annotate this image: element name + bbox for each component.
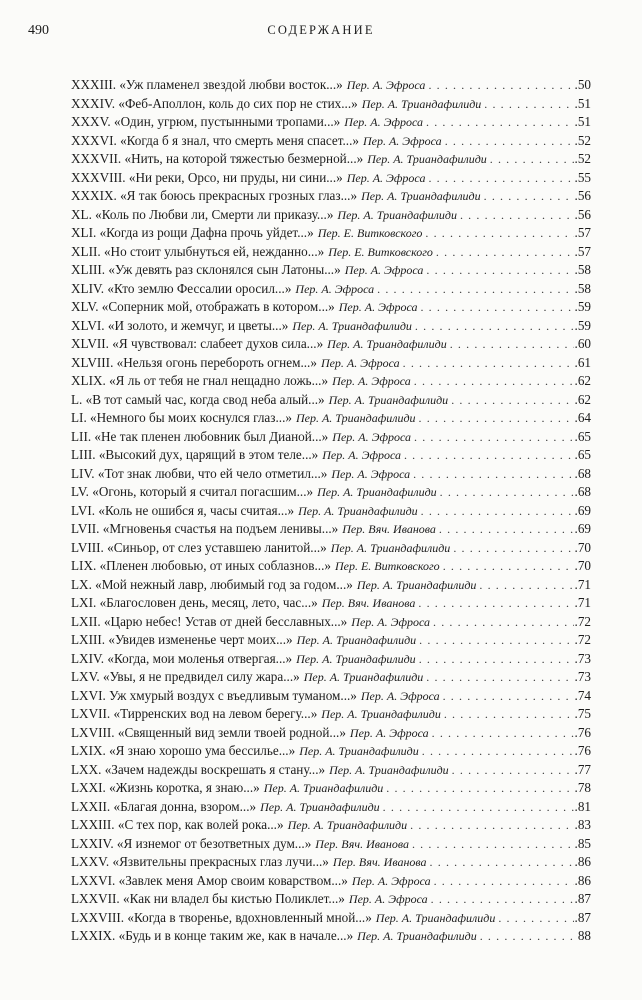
toc-entry — [71, 890, 591, 909]
toc-entry-title: LXXII. «Благая донна, взором...» — [71, 798, 257, 814]
toc-entry — [71, 576, 591, 595]
toc-entry-page: .51 — [574, 95, 591, 111]
toc-entry-title: LI. «Немного бы моих коснулся глаз...» — [71, 410, 292, 425]
dot-leader — [428, 76, 573, 95]
toc-entry-page: .71 — [574, 576, 591, 592]
toc-entry-title: LIII. «Высокий дух, царящий в этом теле...» — [71, 447, 319, 462]
toc-entry-page: .52 — [574, 132, 591, 148]
toc-entry-page: .55 — [574, 169, 591, 185]
toc-entry — [71, 631, 591, 650]
toc-entry-translator: Пер. А. Триандафилиди — [296, 633, 417, 647]
toc-entry-translator: Пер. А. Эфроса — [362, 133, 442, 148]
toc-entry-page: .64 — [574, 410, 591, 425]
toc-entry-page: .58 — [574, 262, 591, 277]
toc-entry-page: .65 — [574, 447, 591, 462]
dot-leader — [419, 650, 574, 669]
dot-leader — [386, 779, 573, 798]
toc-entry-translator: Пер. А. Триандафилиди — [299, 744, 419, 758]
toc-entry — [71, 853, 591, 872]
toc-entry-translator: Пер. Вяч. Иванова — [321, 596, 416, 610]
toc-entry-title: LXVI. Уж хмурый воздух с въедливым туманом...» — [71, 687, 357, 703]
toc-entry-title: XXXVIII. «Ни реки, Орсо, ни пруды, ни сини...» — [71, 169, 343, 185]
toc-entry-translator: Пер. А. Триандафилиди — [356, 577, 477, 592]
toc-entry-page: .65 — [574, 428, 591, 444]
toc-entry-page: .51 — [574, 114, 591, 129]
toc-entry-page: .58 — [574, 280, 591, 296]
toc-entry-translator: Пер. Е. Витковского — [328, 244, 433, 259]
toc-entry-translator: Пер. А. Эфроса — [295, 281, 375, 296]
dot-leader — [432, 724, 574, 743]
dot-leader — [479, 576, 573, 595]
toc-entry-title: LIV. «Тот знак любви, что ей чело отметил...» — [71, 465, 328, 481]
dot-leader — [452, 761, 574, 780]
toc-entry — [71, 557, 591, 576]
toc-entry-translator: Пер. А. Триандафилиди — [287, 818, 408, 832]
toc-entry-page: .75 — [574, 706, 591, 721]
toc-entry-page: .56 — [574, 206, 591, 222]
toc-entry-page: .70 — [574, 558, 591, 573]
toc-entry-translator: Пер. А. Эфроса — [320, 355, 400, 370]
toc-entry-title: LXII. «Царю небес! Устав от дней бесславных...» — [71, 613, 348, 629]
dot-leader — [436, 243, 574, 262]
toc-entry-title: XXXIV. «Феб-Аполлон, коль до сих пор не стих...» — [71, 95, 358, 111]
dot-leader — [404, 446, 574, 465]
toc-entry-title: XLVI. «И золото, и жемчуг, и цветы...» — [71, 317, 289, 333]
toc-entry-title: LXVIII. «Священный вид земли твоей родной...» — [71, 724, 346, 740]
toc-entry — [71, 95, 591, 114]
toc-entry-title: LXX. «Зачем надежды воскрешать я стану...» — [71, 761, 326, 777]
toc-entry-title: LXXVII. «Как ни владел бы кистью Поликлет...» — [71, 891, 345, 906]
dot-leader — [498, 909, 573, 928]
toc-entry — [71, 520, 591, 539]
toc-entry-title: LII. «Не так пленен любовник был Дианой...» — [71, 428, 329, 444]
toc-entry-translator: Пер. А. Эфроса — [360, 688, 440, 703]
toc-entry-page: .56 — [574, 188, 591, 203]
dot-leader — [445, 132, 574, 151]
dot-leader — [377, 280, 573, 299]
toc-entry-translator: Пер. А. Триандафилиди — [292, 318, 412, 333]
toc-entry-translator: Пер. А. Эфроса — [331, 466, 411, 481]
dot-leader — [450, 335, 574, 354]
toc-entry-title: LIX. «Пленен любовью, от иных соблазнов...» — [71, 558, 331, 573]
toc-entry — [71, 132, 591, 151]
toc-entry-title: XLI. «Когда из рощи Дафна прочь уйдет...» — [71, 225, 314, 240]
toc-entry-page: .74 — [574, 687, 591, 703]
toc-entry-title: LXV. «Увы, я не предвидел силу жара...» — [71, 669, 300, 684]
toc-entry-title: LV. «Огонь, который я считал погасшим...» — [71, 484, 314, 499]
toc-entry-translator: Пер. А. Триандафилиди — [296, 651, 416, 666]
toc-entry-translator: Пер. Е. Витковского — [334, 559, 440, 573]
toc-entry-page: .69 — [574, 521, 591, 536]
toc-entry-translator: Пер. А. Эфроса — [351, 614, 430, 629]
dot-leader — [439, 520, 574, 539]
dot-leader — [403, 354, 574, 373]
toc-entry-page: .62 — [574, 391, 591, 407]
toc-entry-page: .73 — [574, 650, 591, 666]
dot-leader — [421, 502, 574, 521]
dot-leader — [426, 261, 573, 280]
toc-entry-page: .73 — [574, 669, 591, 684]
toc-entry-translator: Пер. А. Триандафилиди — [357, 929, 477, 943]
toc-entry — [71, 391, 591, 410]
toc-entry-page: .86 — [574, 872, 591, 888]
dot-leader — [451, 391, 573, 410]
toc-entry-title: LXI. «Благословен день, месяц, лето, час...» — [71, 595, 318, 610]
dot-leader — [419, 409, 574, 428]
toc-entry-translator: Пер. А. Триандафилиди — [329, 762, 449, 777]
toc-entry — [71, 372, 591, 391]
toc-entry — [71, 409, 591, 428]
toc-entry-translator: Пер. А. Триандафилиди — [263, 781, 384, 795]
toc-entry — [71, 243, 591, 262]
toc-entry — [71, 687, 591, 706]
toc-entry — [71, 261, 591, 280]
toc-entry-translator: Пер. А. Триандафилиди — [337, 207, 457, 222]
dot-leader — [460, 206, 574, 225]
dot-leader — [412, 835, 574, 854]
toc-entry — [71, 354, 591, 373]
toc-entry-translator: Пер. А. Эфроса — [351, 873, 431, 888]
dot-leader — [413, 465, 573, 484]
dot-leader — [430, 853, 574, 872]
toc-entry-page: .68 — [574, 465, 591, 481]
toc-entry-title: LXXIII. «С тех пор, как волей рока...» — [71, 817, 284, 832]
dot-leader — [428, 169, 573, 188]
toc-entry-title: LXIII. «Увидев измененье черт моих...» — [71, 632, 293, 647]
page-number: 490 — [28, 23, 49, 38]
toc-entry-page: .81 — [574, 798, 591, 814]
toc-entry — [71, 150, 591, 169]
dot-leader — [415, 317, 574, 336]
toc-entry-page: .70 — [574, 539, 591, 555]
toc-entry-translator: Пер. А. Эфроса — [338, 300, 418, 314]
toc-entry — [71, 927, 591, 946]
toc-entry-title: LXIX. «Я знаю хорошо ума бессилье...» — [71, 743, 296, 758]
toc-entry — [71, 668, 591, 687]
toc-entry-page: .71 — [574, 595, 591, 610]
toc-entry-page: .69 — [574, 502, 591, 518]
dot-leader — [444, 705, 574, 724]
toc-entry — [71, 872, 591, 891]
toc-entry-page: .59 — [574, 317, 591, 333]
toc-entry-title: XLIII. «Уж девять раз склонялся сын Латоны...» — [71, 262, 341, 277]
toc-entry-translator: Пер. А. Эфроса — [332, 429, 411, 444]
toc-entry-page: .83 — [574, 817, 591, 832]
toc-entry — [71, 594, 591, 613]
toc-entry-page: .61 — [574, 354, 591, 370]
toc-entry — [71, 835, 591, 854]
toc-entry-title: LXXIV. «Я изнемог от безответных дум...» — [71, 835, 312, 851]
toc-entry-title: XL. «Коль по Любви ли, Смерти ли приказу...» — [71, 206, 334, 222]
dot-leader — [410, 816, 573, 835]
toc-entry-title: LXXVIII. «Когда в творенье, вдохновленный мной...» — [71, 909, 372, 925]
toc-entry — [71, 428, 591, 447]
toc-entry-title: XLIX. «Я ль от тебя не гнал нещадно ложь...» — [71, 373, 329, 388]
toc-entry — [71, 742, 591, 761]
toc-entry-translator: Пер. А. Эфроса — [348, 892, 428, 906]
toc-entry-page: .50 — [574, 77, 591, 92]
toc-entry-page: 88 — [577, 928, 591, 943]
toc-entry — [71, 724, 591, 743]
toc-entry-page: .62 — [574, 373, 591, 388]
dot-leader — [440, 483, 574, 502]
toc-entry-title: LVII. «Мгновенья счастья на подъем ленивы...» — [71, 521, 339, 536]
toc-entry-page: .86 — [574, 854, 591, 869]
toc-entry — [71, 224, 591, 243]
toc-entry-page: .57 — [574, 225, 591, 240]
toc-entry-translator: Пер. А. Триандафилиди — [361, 96, 482, 111]
toc-entry-page: .87 — [574, 891, 591, 906]
toc-entry — [71, 298, 591, 317]
toc-entry — [71, 909, 591, 928]
toc-entry — [71, 335, 591, 354]
toc-entry-page: .68 — [574, 484, 591, 499]
toc-entry — [71, 317, 591, 336]
toc-entry-title: XXXV. «Один, угрюм, пустынными тропами...» — [71, 114, 341, 129]
toc-entry-translator: Пер. А. Триандафилиди — [260, 799, 380, 814]
toc-entry — [71, 816, 591, 835]
dot-leader — [433, 613, 574, 632]
toc-entry-translator: Пер. А. Триандафилиди — [328, 392, 449, 407]
toc-entry-page: .60 — [574, 336, 591, 351]
toc-entry-translator: Пер. А. Триандафилиди — [375, 910, 496, 925]
toc-entry-page: .57 — [574, 243, 591, 259]
toc-entry-title: XLVIII. «Нельзя огонь перебороть огнем...» — [71, 354, 317, 370]
dot-leader — [484, 95, 573, 114]
toc-entry-title: LXXVI. «Завлек меня Амор своим коварством...» — [71, 872, 348, 888]
toc-entry — [71, 705, 591, 724]
toc-entry-title: XLVII. «Я чувствовал: слабеет духов сила...» — [71, 336, 324, 351]
table-of-contents — [71, 76, 591, 946]
toc-entry — [71, 779, 591, 798]
dot-leader — [414, 428, 574, 447]
toc-entry-page: .87 — [574, 909, 591, 925]
dot-leader — [425, 224, 573, 243]
dot-leader — [426, 668, 573, 687]
toc-entry-page: .76 — [574, 724, 591, 740]
toc-entry-title: L. «В тот самый час, когда свод неба алый...» — [71, 391, 325, 407]
toc-entry — [71, 539, 591, 558]
toc-entry-title: LXIV. «Когда, мои моленья отвергая...» — [71, 650, 293, 666]
toc-entry-translator: Пер. А. Триандафилиди — [298, 503, 418, 518]
dot-leader — [422, 742, 574, 761]
toc-entry — [71, 465, 591, 484]
dot-leader — [490, 150, 574, 169]
toc-entry-translator: Пер. Вяч. Иванова — [342, 522, 436, 536]
dot-leader — [419, 631, 573, 650]
toc-entry — [71, 761, 591, 780]
toc-entry-page: .72 — [574, 632, 591, 647]
toc-entry — [71, 113, 591, 132]
toc-entry-translator: Пер. А. Триандафилиди — [327, 337, 447, 351]
toc-entry — [71, 613, 591, 632]
toc-entry-translator: Пер. А. Триандафилиди — [367, 152, 487, 166]
toc-entry-translator: Пер. А. Эфроса — [332, 374, 411, 388]
toc-entry — [71, 76, 591, 95]
toc-entry-page: .76 — [574, 743, 591, 758]
toc-entry-title: LXXIX. «Будь и в конце таким же, как в начале...» — [71, 928, 354, 943]
toc-entry-translator: Пер. А. Эфроса — [349, 725, 429, 740]
toc-entry-title: LXVII. «Тирренских вод на левом берегу...» — [71, 706, 318, 721]
toc-entry-translator: Пер. А. Триандафилиди — [361, 189, 481, 203]
toc-entry-title: LVIII. «Синьор, от слез уставшею ланитой...» — [71, 539, 327, 555]
toc-entry — [71, 187, 591, 206]
toc-entry-title: XLIV. «Кто землю Фессалии оросил...» — [71, 280, 292, 296]
dot-leader — [443, 687, 574, 706]
toc-entry — [71, 650, 591, 669]
toc-entry-title: XLV. «Соперник мой, отображать в котором...» — [71, 299, 335, 314]
dot-leader — [434, 872, 574, 891]
toc-entry-title: LX. «Мой нежный лавр, любимый год за годом...» — [71, 576, 353, 592]
toc-entry — [71, 502, 591, 521]
toc-entry-title: XLII. «Но стоит улыбнуться ей, нежданно...» — [71, 243, 325, 259]
toc-entry-title: LXXV. «Язвительны прекрасных глаз лучи...» — [71, 854, 329, 869]
page-header — [28, 20, 614, 44]
toc-entry-translator: Пер. А. Эфроса — [322, 448, 401, 462]
dot-leader — [418, 594, 573, 613]
toc-entry-translator: Пер. А. Триандафилиди — [321, 707, 441, 721]
toc-entry-title: XXXVI. «Когда б я знал, что смерть меня спасет...» — [71, 132, 359, 148]
toc-entry — [71, 483, 591, 502]
toc-entry-translator: Пер. А. Триандафилиди — [295, 411, 416, 425]
dot-leader — [383, 798, 574, 817]
toc-entry-translator: Пер. Е. Витковского — [317, 226, 423, 240]
toc-entry-page: .85 — [574, 835, 591, 851]
toc-entry-translator: Пер. Вяч. Иванова — [315, 836, 409, 851]
dot-leader — [480, 927, 577, 946]
toc-entry-title: XXXVII. «Нить, на которой тяжестью безмерной...» — [71, 151, 364, 166]
toc-entry-translator: Пер. А. Триандафилиди — [303, 670, 424, 684]
toc-entry-translator: Пер. А. Эфроса — [346, 170, 426, 185]
toc-entry-translator: Пер. А. Триандафилиди — [330, 540, 451, 555]
toc-entry — [71, 446, 591, 465]
toc-entry-title: LVI. «Коль не ошибся я, часы считая...» — [71, 502, 295, 518]
toc-entry — [71, 280, 591, 299]
toc-entry-translator: Пер. Вяч. Иванова — [332, 855, 427, 869]
toc-entry-title: XXXIX. «Я так боюсь прекрасных грозных глаз...» — [71, 188, 358, 203]
dot-leader — [443, 557, 574, 576]
toc-entry — [71, 798, 591, 817]
toc-entry-page: .59 — [574, 299, 591, 314]
running-title: СОДЕРЖАНИЕ — [267, 23, 375, 37]
dot-leader — [484, 187, 574, 206]
toc-entry-title: XXXIII. «Уж пламенел звездой любви восток...» — [71, 77, 343, 92]
toc-entry-page: .77 — [574, 761, 591, 777]
dot-leader — [420, 298, 573, 317]
dot-leader — [426, 113, 574, 132]
dot-leader — [431, 890, 574, 909]
toc-entry-translator: Пер. А. Эфроса — [344, 115, 423, 129]
toc-entry-translator: Пер. А. Триандафилиди — [317, 485, 437, 499]
toc-entry-translator: Пер. А. Эфроса — [344, 263, 424, 277]
toc-entry — [71, 169, 591, 188]
toc-entry-page: .72 — [574, 613, 591, 629]
toc-entry-page: .78 — [574, 780, 591, 795]
toc-entry-page: .52 — [574, 151, 591, 166]
toc-entry — [71, 206, 591, 225]
dot-leader — [453, 539, 573, 558]
toc-entry-translator: Пер. А. Эфроса — [346, 78, 426, 92]
toc-entry-title: LXXI. «Жизнь коротка, я знаю...» — [71, 780, 260, 795]
dot-leader — [414, 372, 574, 391]
